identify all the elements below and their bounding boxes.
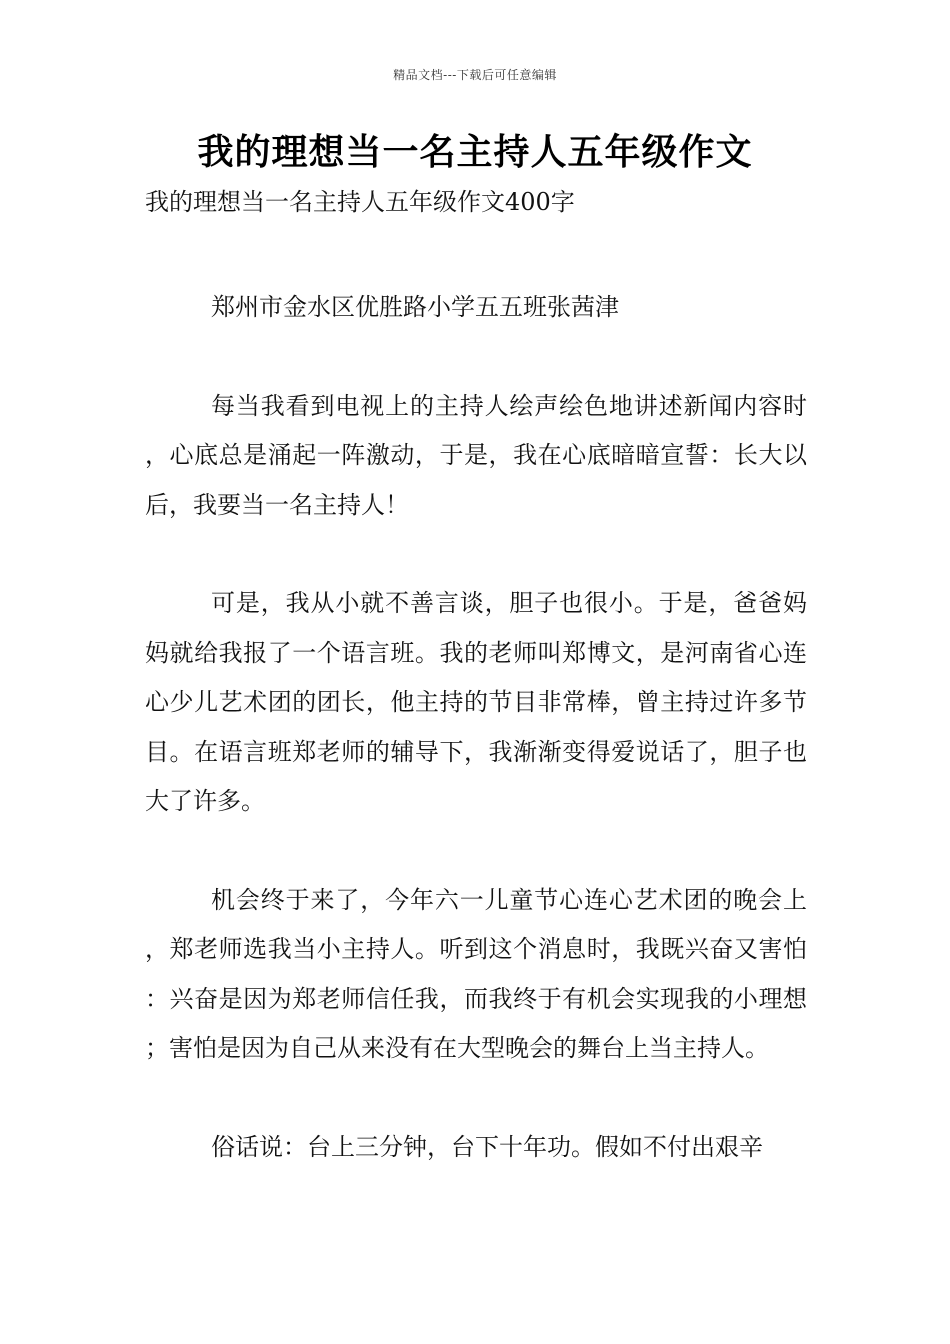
paragraph-1: 每当我看到电视上的主持人绘声绘色地讲述新闻内容时，心底总是涌起一阵激动，于是，我在心底暗暗宣誓：长大以后，我要当一名主持人！ bbox=[145, 391, 807, 519]
header-note: 精品文档---下载后可任意编辑 bbox=[393, 68, 557, 82]
paragraph-4: 俗话说：台上三分钟，台下十年功。假如不付出艰辛 bbox=[211, 1132, 763, 1161]
document-body bbox=[145, 283, 807, 1221]
document-subtitle: 我的理想当一名主持人五年级作文400字 bbox=[145, 188, 575, 216]
paragraph-2: 可是，我从小就不善言谈，胆子也很小。于是，爸爸妈妈就给我报了一个语言班。我的老师叫郑博文，是河南省心连心少儿艺术团的团长，他主持的节目非常棒，曾主持过许多节目。在语言班郑老师的辅导下，我渐渐变得爱说话了，胆子也大了许多。 bbox=[145, 589, 807, 815]
paragraph-3: 机会终于来了，今年六一儿童节心连心艺术团的晚会上，郑老师选我当小主持人。听到这个消息时，我既兴奋又害怕：兴奋是因为郑老师信任我，而我终于有机会实现我的小理想；害怕是因为自己从来没有在大型晚会的舞台上当主持人。 bbox=[145, 885, 807, 1062]
document-title: 我的理想当一名主持人五年级作文 bbox=[197, 131, 753, 173]
author-line: 郑州市金水区优胜路小学五五班张茜津 bbox=[211, 293, 619, 321]
